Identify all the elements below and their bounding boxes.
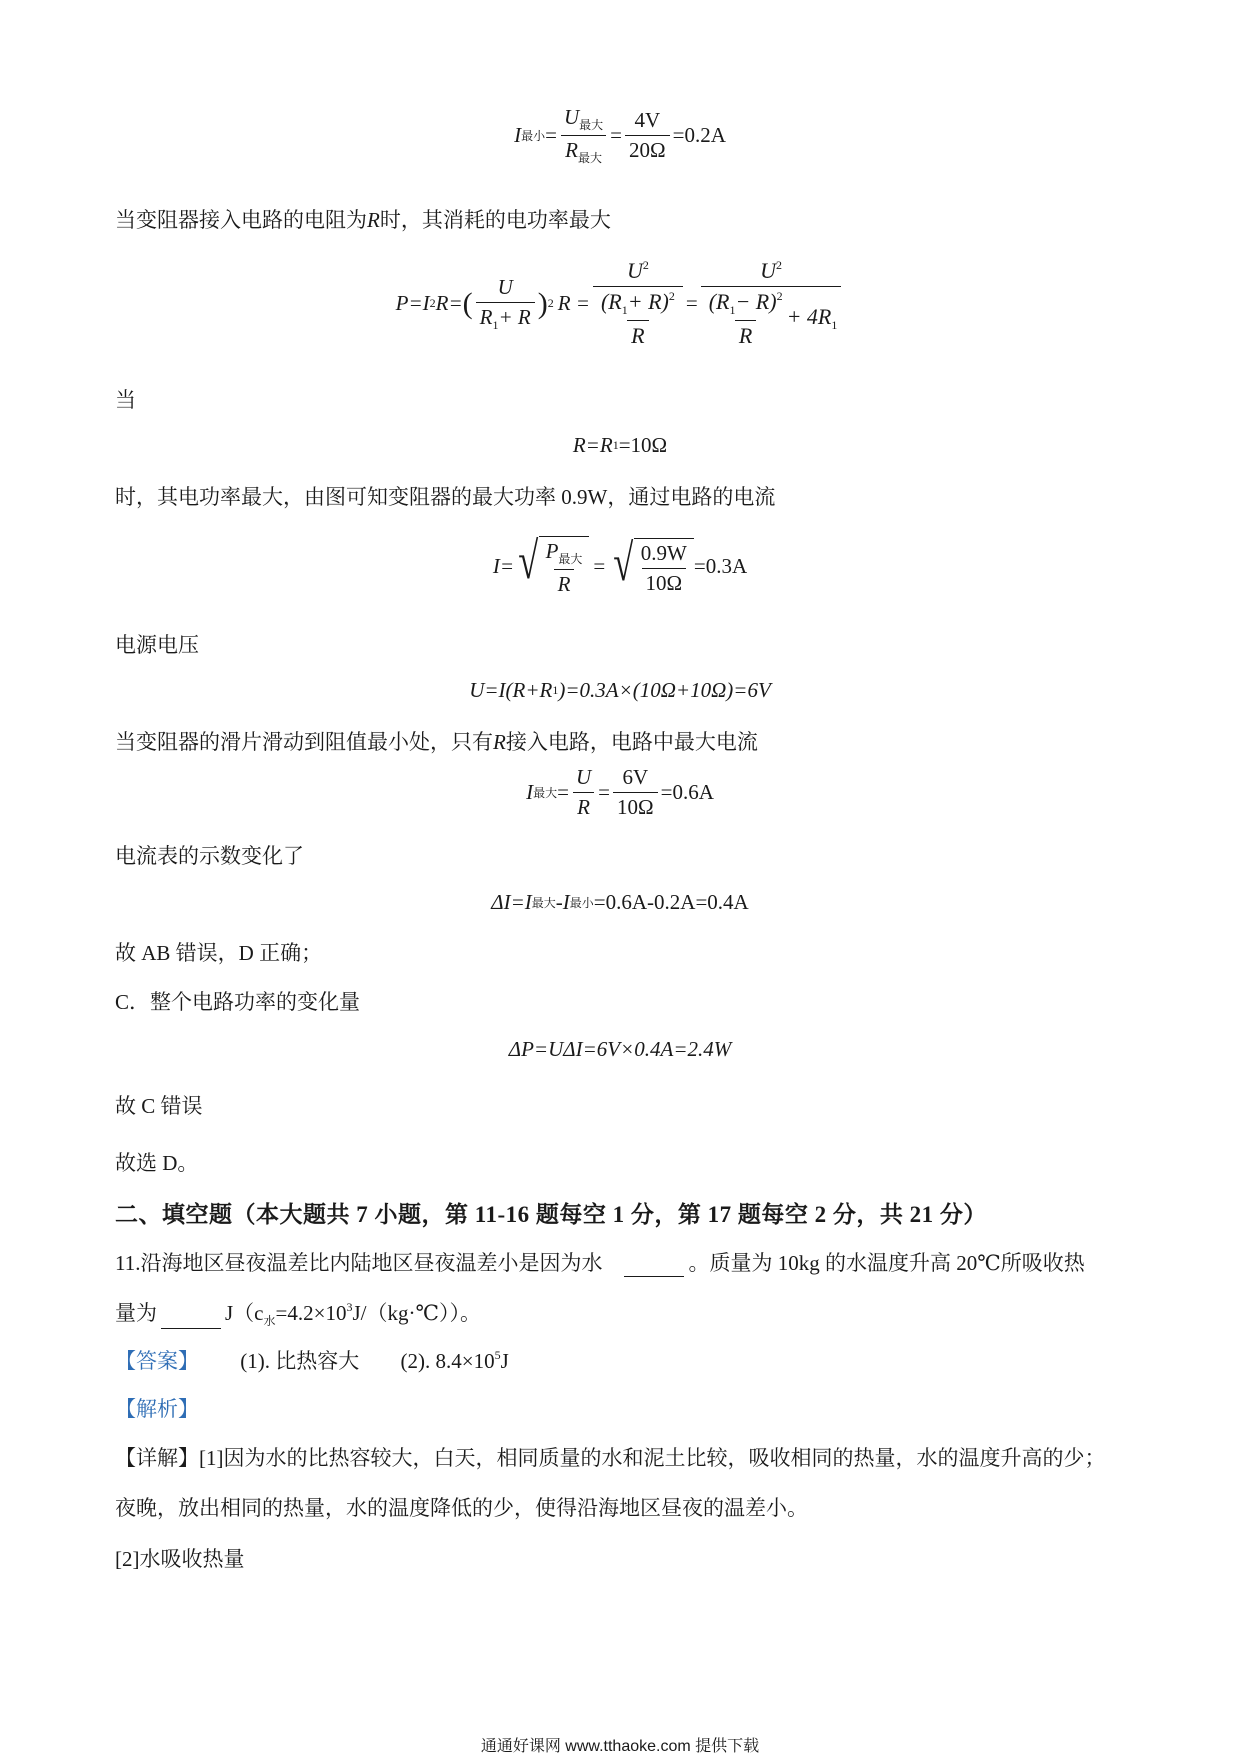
text-line: 故 AB 错误，D 正确； (115, 941, 323, 965)
text-line: 电流表的示数变化了 (115, 844, 304, 868)
answer-line: 【答案】 (1). 比热容大 (2). $8.4\times 10^5J$ (115, 1348, 509, 1373)
equation-delta-power: ΔP=UΔI=6V×0.4A=2.4W (508, 1037, 732, 1061)
equation-current-sqrt: I= √ $\frac{P_{最大}}{R}$ = √ $\frac{0.9W}{10\Omega}$ =0.3A (492, 533, 748, 596)
equation-r-equal: R=R 1 =10Ω (572, 433, 668, 457)
text-line: 故 C 错误 (115, 1094, 203, 1118)
equation-delta-current: ΔI=I 最大 -I 最小 =0.6A-0.2A=0.4A (491, 890, 749, 914)
equation-voltage: U=I(R+R 1 )=0.3A×(10Ω+10Ω)=6V (469, 678, 771, 702)
text-line: 电源电压 (115, 633, 199, 657)
question-11-line-1: 11.沿海地区昼夜温差比内陆地区昼夜温差小是因为水 。质量为 10kg 的水温度升高 20℃所吸收热 (115, 1251, 1085, 1275)
text-line: 当变阻器的滑片滑动到阻值最小处，只有R接入电路，电路中最大电流 (115, 730, 758, 754)
equation-min-current: I 最小 = $\frac{U_{最大}}{R_{最大}}$ = $\frac{4V}{20\Omega}$ =0.2A (514, 105, 726, 165)
footer-watermark: 通通好课网 www.tthaoke.com 提供下载 (480, 1738, 760, 1755)
detail-line-2: 夜晚，放出相同的热量，水的温度降低的少，使得沿海地区昼夜的温差小。 (115, 1496, 808, 1520)
text-line: 故选 D。 (115, 1151, 199, 1175)
analysis-line: 【解析】 (115, 1397, 199, 1421)
equation-max-current: I 最大 = $\frac{U}{R}$ = $\frac{6V}{10\Omega}$ =0.6A (526, 765, 714, 819)
text-line: 当 (115, 388, 136, 412)
text-line: C．整个电路功率的变化量 (115, 990, 361, 1014)
text-line: 时，其电功率最大，由图可知变阻器的最大功率 0.9W，通过电路的电流 (115, 485, 776, 509)
detail-line-1: 【详解】[1]因为水的比热容较大，白天，相同质量的水和泥土比较，吸收相同的热量，水的温度升高的少； (115, 1446, 1106, 1470)
detail-line-3: [2]水吸收热量 (115, 1547, 245, 1571)
section-heading: 二、填空题（本大题共 7 小题，第 11-16 题每空 1 分，第 17 题每空 2 分，共 21 分） (115, 1202, 987, 1227)
text-line: 当变阻器接入电路的电阻为R时，其消耗的电功率最大 (115, 208, 611, 232)
question-11-line-2: 量为 $J(c_水=4.2\times 10^3J/(kg\cdot℃))$。 (115, 1300, 481, 1328)
equation-power: P=I 2 R= ( $\frac{U}{R_1+ R}$ ) 2 R = $\frac{U^2}{\frac{(R_1+ R)^2}{R}}$ = $U^2$ $\frac{(R_1- R)^2}{R}$ + $4R_1$ (0, 258, 1240, 349)
